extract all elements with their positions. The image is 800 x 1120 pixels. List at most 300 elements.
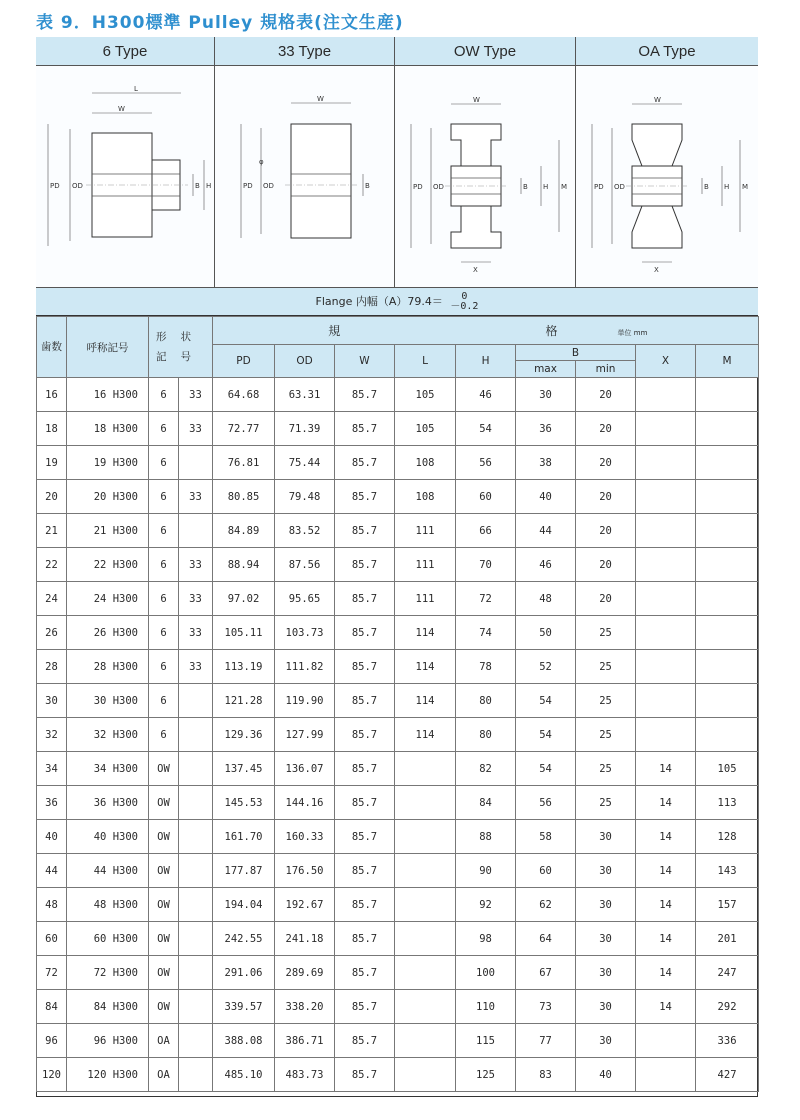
table-row (37, 582, 759, 616)
cell-w: 85.7 (335, 888, 395, 922)
cell-bmax: 60 (516, 854, 576, 888)
cell-shape: OA (149, 1024, 179, 1058)
cell-pd: 76.81 (213, 446, 275, 480)
svg-text:X: X (654, 266, 659, 274)
cell-x (636, 378, 696, 412)
cell-m (696, 616, 759, 650)
svg-text:W: W (317, 95, 324, 103)
cell-pd: 242.55 (213, 922, 275, 956)
cell-pd: 137.45 (213, 752, 275, 786)
cell-alt (179, 1024, 213, 1058)
cell-w: 85.7 (335, 752, 395, 786)
cell-pd: 97.02 (213, 582, 275, 616)
svg-text:B: B (704, 183, 709, 191)
table-row (37, 548, 759, 582)
cell-x (636, 684, 696, 718)
cell-h: 90 (456, 854, 516, 888)
cell-od: 176.50 (275, 854, 335, 888)
cell-w: 85.7 (335, 446, 395, 480)
cell-bmin: 25 (576, 718, 636, 752)
cell-w: 85.7 (335, 684, 395, 718)
header-h: H (456, 345, 516, 378)
cell-l: 114 (395, 650, 456, 684)
header-grid: 格 単位 mm (456, 317, 759, 345)
cell-l: 111 (395, 514, 456, 548)
cell-l (395, 888, 456, 922)
cell-m: 201 (696, 922, 759, 956)
header-b-min: min (576, 361, 636, 378)
cell-bmax: 62 (516, 888, 576, 922)
cell-h: 125 (456, 1058, 516, 1092)
cell-alt (179, 446, 213, 480)
svg-text:B: B (365, 182, 370, 190)
type-header-ow: OW Type (395, 37, 576, 66)
cell-bmin: 30 (576, 820, 636, 854)
cell-teeth: 30 (37, 684, 67, 718)
cell-bmin: 40 (576, 1058, 636, 1092)
cell-w: 85.7 (335, 990, 395, 1024)
flange-note (36, 288, 758, 316)
cell-shape: OW (149, 990, 179, 1024)
cell-x (636, 548, 696, 582)
cell-name: 44 H300 (67, 854, 149, 888)
cell-teeth: 34 (37, 752, 67, 786)
cell-x (636, 412, 696, 446)
drawing-33-type (215, 66, 395, 288)
cell-w: 85.7 (335, 548, 395, 582)
cell-name: 34 H300 (67, 752, 149, 786)
cell-bmin: 30 (576, 922, 636, 956)
cell-h: 92 (456, 888, 516, 922)
cell-h: 82 (456, 752, 516, 786)
header-shape: 形状記号 (149, 317, 213, 378)
header-b: B (516, 345, 636, 361)
cell-shape: OW (149, 752, 179, 786)
cell-shape: OW (149, 922, 179, 956)
cell-x: 14 (636, 752, 696, 786)
cell-od: 483.73 (275, 1058, 335, 1092)
cell-bmin: 20 (576, 548, 636, 582)
drawing-oa-type (576, 66, 758, 288)
cell-name: 20 H300 (67, 480, 149, 514)
cell-x (636, 480, 696, 514)
svg-text:B: B (523, 183, 528, 191)
cell-od: 386.71 (275, 1024, 335, 1058)
cell-x (636, 616, 696, 650)
cell-l: 108 (395, 480, 456, 514)
cell-shape: 6 (149, 480, 179, 514)
cell-name: 120 H300 (67, 1058, 149, 1092)
cell-teeth: 72 (37, 956, 67, 990)
drawing-6-type (36, 66, 215, 288)
cell-od: 241.18 (275, 922, 335, 956)
cell-bmax: 77 (516, 1024, 576, 1058)
cell-l: 114 (395, 616, 456, 650)
svg-text:OD: OD (263, 182, 274, 190)
svg-text:B: B (195, 182, 200, 190)
cell-m: 143 (696, 854, 759, 888)
cell-x: 14 (636, 820, 696, 854)
cell-m: 292 (696, 990, 759, 1024)
cell-pd: 161.70 (213, 820, 275, 854)
svg-text:φ: φ (259, 158, 264, 166)
svg-text:L: L (134, 85, 138, 93)
cell-bmin: 25 (576, 684, 636, 718)
cell-bmax: 64 (516, 922, 576, 956)
header-pd: PD (213, 345, 275, 378)
cell-name: 72 H300 (67, 956, 149, 990)
cell-l: 111 (395, 582, 456, 616)
cell-od: 95.65 (275, 582, 335, 616)
cell-name: 24 H300 (67, 582, 149, 616)
cell-h: 70 (456, 548, 516, 582)
cell-pd: 121.28 (213, 684, 275, 718)
cell-pd: 105.11 (213, 616, 275, 650)
cell-teeth: 18 (37, 412, 67, 446)
table-row (37, 1024, 759, 1058)
cell-teeth: 44 (37, 854, 67, 888)
cell-name: 36 H300 (67, 786, 149, 820)
cell-bmin: 20 (576, 412, 636, 446)
cell-alt (179, 888, 213, 922)
svg-text:X: X (473, 266, 478, 274)
table-row (37, 378, 759, 412)
cell-bmin: 30 (576, 990, 636, 1024)
spec-table-body (37, 378, 759, 1092)
cell-bmin: 30 (576, 854, 636, 888)
cell-w: 85.7 (335, 718, 395, 752)
type-header-oa: OA Type (576, 37, 758, 66)
cell-shape: OW (149, 956, 179, 990)
table-row (37, 446, 759, 480)
cell-od: 111.82 (275, 650, 335, 684)
type-header-6: 6 Type (36, 37, 215, 66)
cell-teeth: 21 (37, 514, 67, 548)
header-m: M (696, 345, 759, 378)
cell-bmin: 30 (576, 888, 636, 922)
cell-name: 48 H300 (67, 888, 149, 922)
cell-bmax: 67 (516, 956, 576, 990)
type-header-33: 33 Type (215, 37, 395, 66)
cell-bmin: 25 (576, 650, 636, 684)
cell-shape: 6 (149, 582, 179, 616)
cell-bmax: 36 (516, 412, 576, 446)
cell-pd: 388.08 (213, 1024, 275, 1058)
cell-name: 18 H300 (67, 412, 149, 446)
cell-w: 85.7 (335, 956, 395, 990)
cell-teeth: 40 (37, 820, 67, 854)
cell-m: 113 (696, 786, 759, 820)
flange-text: Flange 内幅（A）79.4＝ (315, 295, 443, 308)
cell-od: 75.44 (275, 446, 335, 480)
svg-text:H: H (724, 183, 730, 191)
cell-bmax: 83 (516, 1058, 576, 1092)
cell-w: 85.7 (335, 480, 395, 514)
cell-alt: 33 (179, 650, 213, 684)
cell-name: 96 H300 (67, 1024, 149, 1058)
cell-pd: 72.77 (213, 412, 275, 446)
cell-teeth: 60 (37, 922, 67, 956)
svg-text:OD: OD (614, 183, 625, 191)
header-x: X (636, 345, 696, 378)
cell-pd: 145.53 (213, 786, 275, 820)
cell-x: 14 (636, 786, 696, 820)
cell-w: 85.7 (335, 514, 395, 548)
cell-l: 114 (395, 718, 456, 752)
table-row (37, 786, 759, 820)
cell-h: 66 (456, 514, 516, 548)
cell-alt (179, 752, 213, 786)
table-row (37, 854, 759, 888)
svg-text:OD: OD (72, 182, 83, 190)
cell-shape: 6 (149, 650, 179, 684)
cell-x (636, 582, 696, 616)
cell-x: 14 (636, 956, 696, 990)
cell-m (696, 446, 759, 480)
cell-bmax: 58 (516, 820, 576, 854)
cell-name: 21 H300 (67, 514, 149, 548)
svg-text:M: M (742, 183, 749, 191)
svg-text:W: W (118, 105, 125, 113)
cell-teeth: 19 (37, 446, 67, 480)
cell-teeth: 24 (37, 582, 67, 616)
table-row (37, 752, 759, 786)
cell-pd: 80.85 (213, 480, 275, 514)
cell-name: 32 H300 (67, 718, 149, 752)
cell-m (696, 684, 759, 718)
cell-m (696, 378, 759, 412)
table-row (37, 956, 759, 990)
cell-name: 28 H300 (67, 650, 149, 684)
table-row (37, 514, 759, 548)
cell-pd: 194.04 (213, 888, 275, 922)
header-b-max: max (516, 361, 576, 378)
cell-x (636, 446, 696, 480)
cell-bmin: 25 (576, 752, 636, 786)
spec-table (36, 316, 759, 1092)
cell-name: 40 H300 (67, 820, 149, 854)
cell-alt: 33 (179, 412, 213, 446)
cell-h: 72 (456, 582, 516, 616)
cell-pd: 88.94 (213, 548, 275, 582)
cell-l: 114 (395, 684, 456, 718)
cell-alt (179, 718, 213, 752)
cell-bmax: 44 (516, 514, 576, 548)
cell-h: 88 (456, 820, 516, 854)
cell-od: 127.99 (275, 718, 335, 752)
cell-l (395, 820, 456, 854)
cell-h: 115 (456, 1024, 516, 1058)
svg-text:OD: OD (433, 183, 444, 191)
cell-h: 98 (456, 922, 516, 956)
cell-x (636, 514, 696, 548)
table-row (37, 480, 759, 514)
cell-alt (179, 514, 213, 548)
cell-m: 128 (696, 820, 759, 854)
cell-bmax: 52 (516, 650, 576, 684)
cell-bmin: 20 (576, 446, 636, 480)
cell-name: 26 H300 (67, 616, 149, 650)
cell-x (636, 1058, 696, 1092)
cell-bmin: 25 (576, 616, 636, 650)
cell-bmin: 20 (576, 582, 636, 616)
cell-w: 85.7 (335, 922, 395, 956)
cell-bmax: 46 (516, 548, 576, 582)
cell-bmin: 20 (576, 480, 636, 514)
header-l: L (395, 345, 456, 378)
cell-h: 54 (456, 412, 516, 446)
svg-text:H: H (206, 182, 212, 190)
cell-pd: 339.57 (213, 990, 275, 1024)
cell-alt (179, 1058, 213, 1092)
unit-label: 単位 mm (617, 329, 648, 337)
cell-w: 85.7 (335, 820, 395, 854)
svg-text:PD: PD (243, 182, 253, 190)
cell-bmax: 50 (516, 616, 576, 650)
cell-l (395, 1024, 456, 1058)
cell-teeth: 36 (37, 786, 67, 820)
cell-teeth: 20 (37, 480, 67, 514)
cell-m (696, 514, 759, 548)
cell-teeth: 16 (37, 378, 67, 412)
cell-od: 71.39 (275, 412, 335, 446)
cell-teeth: 120 (37, 1058, 67, 1092)
svg-text:W: W (654, 96, 661, 104)
table-row (37, 650, 759, 684)
cell-od: 83.52 (275, 514, 335, 548)
cell-l (395, 752, 456, 786)
cell-od: 136.07 (275, 752, 335, 786)
svg-text:PD: PD (413, 183, 423, 191)
cell-alt: 33 (179, 548, 213, 582)
cell-shape: 6 (149, 616, 179, 650)
cell-m: 427 (696, 1058, 759, 1092)
table-row (37, 1058, 759, 1092)
cell-w: 85.7 (335, 1058, 395, 1092)
cell-w: 85.7 (335, 582, 395, 616)
cell-x: 14 (636, 990, 696, 1024)
cell-shape: 6 (149, 514, 179, 548)
cell-shape: OW (149, 854, 179, 888)
cell-shape: OW (149, 888, 179, 922)
cell-x (636, 1024, 696, 1058)
cell-h: 78 (456, 650, 516, 684)
svg-text:PD: PD (50, 182, 60, 190)
cell-alt (179, 820, 213, 854)
cell-l (395, 956, 456, 990)
cell-m: 157 (696, 888, 759, 922)
cell-h: 60 (456, 480, 516, 514)
svg-text:M: M (561, 183, 568, 191)
cell-m (696, 650, 759, 684)
cell-l (395, 922, 456, 956)
cell-h: 74 (456, 616, 516, 650)
cell-h: 84 (456, 786, 516, 820)
table-row (37, 412, 759, 446)
cell-w: 85.7 (335, 786, 395, 820)
cell-pd: 64.68 (213, 378, 275, 412)
cell-name: 60 H300 (67, 922, 149, 956)
cell-x (636, 650, 696, 684)
cell-name: 16 H300 (67, 378, 149, 412)
cell-alt (179, 854, 213, 888)
cell-shape: 6 (149, 378, 179, 412)
table-row (37, 616, 759, 650)
cell-w: 85.7 (335, 616, 395, 650)
cell-teeth: 22 (37, 548, 67, 582)
cell-shape: OW (149, 786, 179, 820)
cell-od: 63.31 (275, 378, 335, 412)
cell-l (395, 1058, 456, 1092)
cell-x (636, 718, 696, 752)
cell-m: 247 (696, 956, 759, 990)
cell-shape: OA (149, 1058, 179, 1092)
cell-l (395, 854, 456, 888)
cell-alt (179, 990, 213, 1024)
cell-name: 22 H300 (67, 548, 149, 582)
cell-pd: 485.10 (213, 1058, 275, 1092)
table-row (37, 990, 759, 1024)
cell-x: 14 (636, 922, 696, 956)
cell-l: 105 (395, 412, 456, 446)
cell-bmin: 20 (576, 514, 636, 548)
table-row (37, 820, 759, 854)
cell-alt (179, 956, 213, 990)
cell-l: 111 (395, 548, 456, 582)
cell-pd: 291.06 (213, 956, 275, 990)
table-row (37, 922, 759, 956)
cell-od: 144.16 (275, 786, 335, 820)
table-row (37, 684, 759, 718)
cell-l: 105 (395, 378, 456, 412)
header-w: W (335, 345, 395, 378)
cell-bmax: 54 (516, 718, 576, 752)
cell-w: 85.7 (335, 412, 395, 446)
cell-h: 46 (456, 378, 516, 412)
cell-shape: 6 (149, 684, 179, 718)
cell-bmin: 30 (576, 956, 636, 990)
cell-w: 85.7 (335, 378, 395, 412)
table-row (37, 718, 759, 752)
cell-l: 108 (395, 446, 456, 480)
cell-od: 87.56 (275, 548, 335, 582)
cell-teeth: 28 (37, 650, 67, 684)
cell-od: 289.69 (275, 956, 335, 990)
cell-teeth: 96 (37, 1024, 67, 1058)
svg-text:H: H (543, 183, 549, 191)
cell-shape: 6 (149, 718, 179, 752)
cell-x: 14 (636, 854, 696, 888)
cell-h: 80 (456, 718, 516, 752)
cell-m (696, 480, 759, 514)
cell-od: 79.48 (275, 480, 335, 514)
cell-bmax: 54 (516, 752, 576, 786)
cell-shape: OW (149, 820, 179, 854)
cell-w: 85.7 (335, 854, 395, 888)
cell-name: 19 H300 (67, 446, 149, 480)
header-teeth: 歯数 (37, 317, 67, 378)
header-designation: 呼称記号 (67, 317, 149, 378)
cell-pd: 177.87 (213, 854, 275, 888)
cell-od: 119.90 (275, 684, 335, 718)
cell-bmax: 48 (516, 582, 576, 616)
cell-alt: 33 (179, 582, 213, 616)
cell-bmax: 73 (516, 990, 576, 1024)
header-spec: 規 (213, 317, 456, 345)
cell-od: 338.20 (275, 990, 335, 1024)
svg-text:W: W (473, 96, 480, 104)
cell-l (395, 786, 456, 820)
